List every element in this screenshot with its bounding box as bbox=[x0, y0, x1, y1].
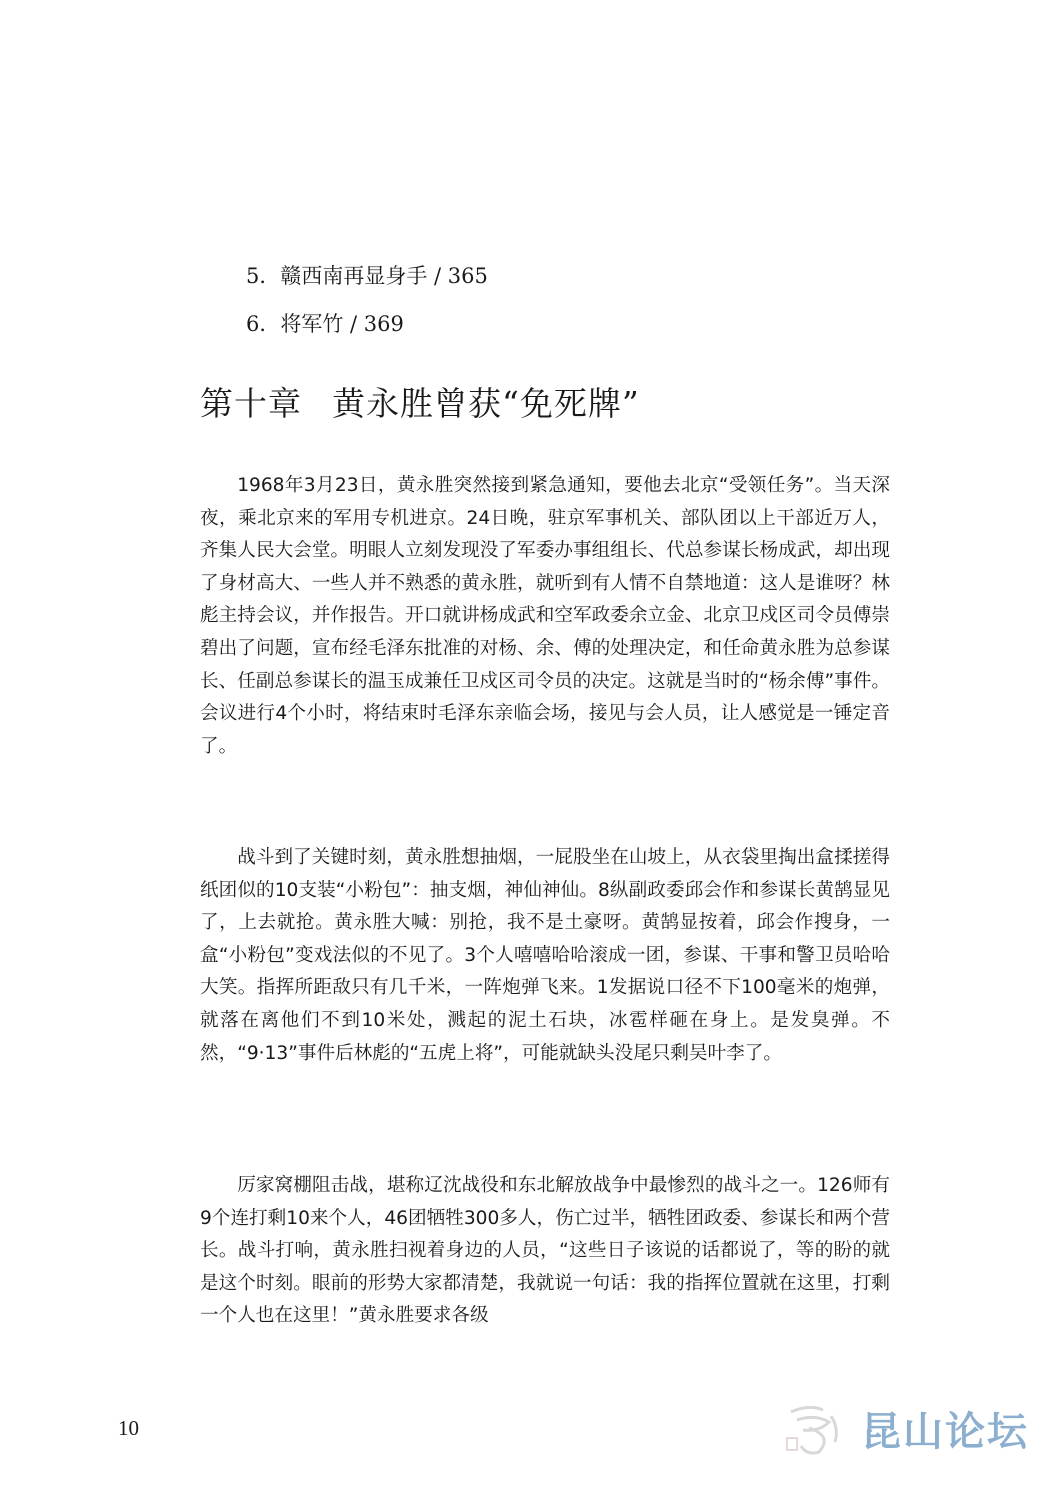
site-watermark bbox=[779, 1398, 1029, 1458]
chapter-number: 第十章 bbox=[200, 384, 302, 423]
body-paragraph: 战斗到了关键时刻，黄永胜想抽烟，一屁股坐在山坡上，从衣袋里掏出盒揉搓得纸团似的10支装“小粉包”：抽支烟，神仙神仙。8纵副政委邱会作和参谋长黄鹄显见了，上去就抢。黄永胜大喊：别抢，我不是土豪呀。黄鹄显按着，邱会作搜身，一盒“小粉包”变戏法似的不见了。3个人嘻嘻哈哈滚成一团，参谋、干事和警卫员哈哈大笑。指挥所距敌只有几千米，一阵炮弹飞来。1发据说口径不下100毫米的炮弹，就落在离他们不到10米处，溅起的泥土石块，冰雹样砸在身上。是发臭弹。不然，“9·13”事件后林彪的“五虎上将”，可能就缺头没尾只剩吴叶李了。 bbox=[200, 847, 890, 1064]
table-of-contents bbox=[246, 252, 488, 348]
page-number: 10 bbox=[118, 1416, 139, 1440]
chapter-title: 黄永胜曾获“免死牌” bbox=[332, 384, 640, 423]
toc-item[interactable]: 5．赣西南再显身手 / 365 bbox=[246, 264, 488, 288]
body-paragraph: 1968年3月23日，黄永胜突然接到紧急通知，要他去北京“受领任务”。当天深夜，乘北京来的军用专机进京。24日晚，驻京军事机关、部队团以上干部近万人，齐集人民大会堂。明眼人立刻发现没了军委办事组组长、代总参谋长杨成武，却出现了身材高大、一些人并不熟悉的黄永胜，就听到有人情不自禁地道：这人是谁呀？林彪主持会议，并作报告。开口就讲杨成武和空军政委余立金、北京卫戍区司令员傅崇碧出了问题，宣布经毛泽东批准的对杨、余、傅的处理决定，和任命黄永胜为总参谋长、任副总参谋长的温玉成兼任卫戍区司令员的决定。这就是当时的“杨余傅”事件。会议进行4个小时，将结束时毛泽东亲临会场，接见与会人员，让人感觉是一锤定音了。 bbox=[200, 475, 890, 757]
watermark-text: 昆山论坛 bbox=[861, 1408, 1029, 1455]
body-paragraph: 厉家窝棚阻击战，堪称辽沈战役和东北解放战争中最惨烈的战斗之一。126师有9个连打剩10来个人，46团牺牲300多人，伤亡过半，牺牲团政委、参谋长和两个营长。战斗打响，黄永胜扫视着身边的人员，“这些日子该说的话都说了，等的盼的就是这个时刻。眼前的形势大家都清楚，我就说一句话：我的指挥位置就在这里，打剩一个人也在这里！”黄永胜要求各级 bbox=[200, 1175, 890, 1327]
chapter-heading bbox=[200, 378, 640, 425]
toc-item[interactable]: 6．将军竹 / 369 bbox=[246, 312, 404, 336]
calligraphy-logo-icon bbox=[779, 1398, 851, 1458]
